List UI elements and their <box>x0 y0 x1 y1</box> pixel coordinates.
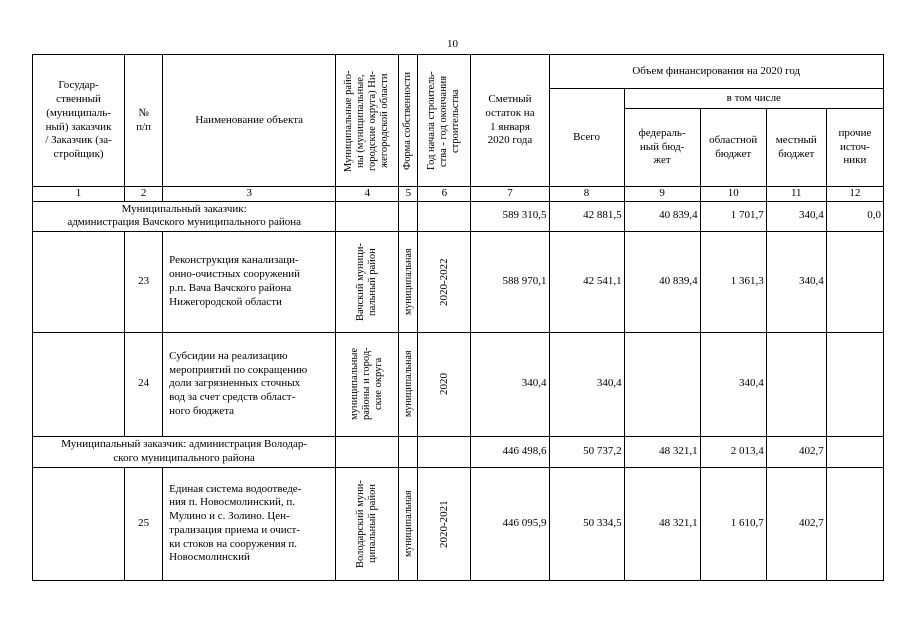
object-years: 2020-2022 <box>418 231 471 332</box>
object-years: 2020-2021 <box>418 467 471 580</box>
header-number: № п/п <box>125 55 163 187</box>
header-districts: Муниципальные райо- ны (муниципальные, городские округа) Ни- жегородской области <box>336 55 399 187</box>
object-other <box>826 231 883 332</box>
object-total: 50 334,5 <box>549 467 624 580</box>
table-row <box>33 231 884 332</box>
table-row <box>33 332 884 436</box>
row-number: 23 <box>125 231 163 332</box>
object-name: Субсидии на реализацию мероприятий по сокращению доли загрязненных сточных вод за счет средств област- ного бюджета <box>163 332 336 436</box>
group-estimated: 446 498,6 <box>471 436 549 467</box>
column-number: 1 <box>33 187 125 202</box>
object-federal <box>624 332 700 436</box>
object-local <box>766 332 826 436</box>
header-funding-title: Объем финансирования на 2020 год <box>549 55 883 89</box>
object-federal: 40 839,4 <box>624 231 700 332</box>
group-local: 340,4 <box>766 201 826 231</box>
row-number: 24 <box>125 332 163 436</box>
group-total: 42 881,5 <box>549 201 624 231</box>
header-ownership: Форма собственности <box>399 55 418 187</box>
group-title: Муниципальный заказчик: администрация Володар- ского муниципального района <box>33 436 336 467</box>
object-ownership: муниципальная <box>399 332 418 436</box>
group-total: 50 737,2 <box>549 436 624 467</box>
column-number: 10 <box>700 187 766 202</box>
object-estimated: 340,4 <box>471 332 549 436</box>
group-row <box>33 436 884 467</box>
header-total: Всего <box>549 89 624 187</box>
group-local: 402,7 <box>766 436 826 467</box>
group-row <box>33 201 884 231</box>
header-customer: Государ- ственный (муниципаль- ный) заказчик / Заказчик (за- стройщик) <box>33 55 125 187</box>
column-number: 2 <box>125 187 163 202</box>
group-federal: 48 321,1 <box>624 436 700 467</box>
object-estimated: 588 970,1 <box>471 231 549 332</box>
object-name: Реконструкция канализаци- онно-очистных сооружений р.п. Вача Вачского района Нижегородской области <box>163 231 336 332</box>
column-numbers-row <box>33 187 884 202</box>
object-years: 2020 <box>418 332 471 436</box>
page-number: 10 <box>447 38 458 50</box>
column-number: 8 <box>549 187 624 202</box>
column-number: 4 <box>336 187 399 202</box>
object-other <box>826 332 883 436</box>
row-number: 25 <box>125 467 163 580</box>
header-regional-budget: областной бюджет <box>700 109 766 187</box>
column-number: 5 <box>399 187 418 202</box>
table-row <box>33 467 884 580</box>
group-other <box>826 436 883 467</box>
object-total: 42 541,1 <box>549 231 624 332</box>
object-district: муниципальные районы и город- ские округа <box>336 332 399 436</box>
object-other <box>826 467 883 580</box>
header-local-budget: местный бюджет <box>766 109 826 187</box>
object-ownership: муниципальная <box>399 467 418 580</box>
object-local: 402,7 <box>766 467 826 580</box>
column-number: 12 <box>826 187 883 202</box>
object-ownership: муниципальная <box>399 231 418 332</box>
object-district: Вачский муници- пальный район <box>336 231 399 332</box>
header-federal-budget: федераль- ный бюд- жет <box>624 109 700 187</box>
header-other-sources: прочие источ- ники <box>826 109 883 187</box>
object-district: Володарский муни- ципальный район <box>336 467 399 580</box>
header-years: Год начала строитель- ства - год окончания строительства <box>418 55 471 187</box>
group-regional: 2 013,4 <box>700 436 766 467</box>
column-number: 6 <box>418 187 471 202</box>
group-regional: 1 701,7 <box>700 201 766 231</box>
object-local: 340,4 <box>766 231 826 332</box>
column-number: 11 <box>766 187 826 202</box>
object-regional: 1 610,7 <box>700 467 766 580</box>
object-estimated: 446 095,9 <box>471 467 549 580</box>
column-number: 3 <box>163 187 336 202</box>
object-total: 340,4 <box>549 332 624 436</box>
group-other: 0,0 <box>826 201 883 231</box>
header-object-name: Наименование объекта <box>163 55 336 187</box>
object-regional: 1 361,3 <box>700 231 766 332</box>
column-number: 7 <box>471 187 549 202</box>
header-estimated-balance: Сметный остаток на 1 января 2020 года <box>471 55 549 187</box>
header-including: в том числе <box>624 89 883 109</box>
group-estimated: 589 310,5 <box>471 201 549 231</box>
object-regional: 340,4 <box>700 332 766 436</box>
group-federal: 40 839,4 <box>624 201 700 231</box>
object-name: Единая система водоотведе- ния п. Новосмолинский, п. Мулино и с. Золино. Цен- трализация приема и очист- ки стоков на сооружения п. Новосмолинский <box>163 467 336 580</box>
object-federal: 48 321,1 <box>624 467 700 580</box>
column-number: 9 <box>624 187 700 202</box>
funding-table <box>32 54 884 581</box>
group-title: Муниципальный заказчик: администрация Вачского муниципального района <box>33 201 336 231</box>
